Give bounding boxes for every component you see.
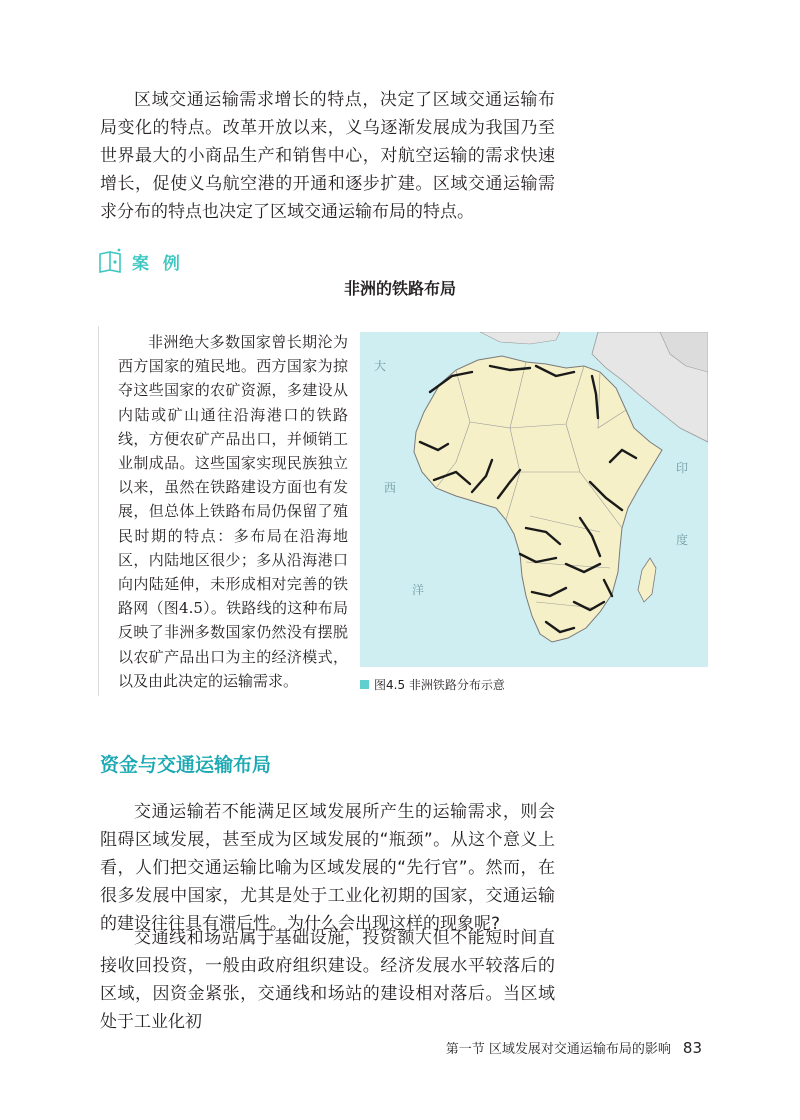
body-paragraph-1: 交通运输若不能满足区域发展所产生的运输需求，则会阻碍区域发展，甚至成为区域发展的“瓶颈”。从这个意义上看，人们把交通运输比喻为区域发展的“先行官”。然而，在很多发展中国家，尤其是处于工业化初期的国家，交通运输的建设往往具有滞后性。为什么会出现这样的现象呢? bbox=[100, 802, 555, 934]
map-svg bbox=[360, 332, 708, 667]
intro-paragraph: 区域交通运输需求增长的特点，决定了区域交通运输布局变化的特点。改革开放以来，义乌逐渐发展成为我国乃至世界最大的小商品生产和销售中心，对航空运输的需求快速增长，促使义乌航空港的开通和逐步扩建。区域交通运输需求分布的特点也决定了区域交通运输布局的特点。 bbox=[100, 90, 555, 222]
page-number: 83 bbox=[682, 1039, 702, 1057]
case-label: 案 例 bbox=[132, 253, 184, 274]
case-text: 非洲绝大多数国家曾长期沦为西方国家的殖民地。西方国家为掠夺这些国家的农矿资源，多建设从内陆或矿山通往沿海港口的铁路线，方便农矿产品出口，并倾销工业制成品。这些国家实现民族独立以来，虽然在铁路建设方面也有发展，但总体上铁路布局仍保留了殖民时期的特点：多布局在沿海地区，内陆地区很少；多从沿海港口向内陆延伸，未形成相对完善的铁路网（图4.5）。铁路线的这种布局反映了非洲多数国家仍然没有摆脱以农矿产品出口为主的经济模式，以及由此决定的运输需求。 bbox=[118, 333, 348, 690]
case-header bbox=[98, 248, 184, 274]
body-paragraph-2: 交通线和场站属于基础设施，投资额大但不能短时间直接收回投资，一般由政府组织建设。经济发展水平较落后的区域，因资金紧张，交通线和场站的建设相对落后。当区域处于工业化初 bbox=[100, 928, 555, 1032]
section-heading: 资金与交通运输布局 bbox=[100, 754, 272, 776]
ocean-label-atlantic-3: 洋 bbox=[412, 583, 425, 597]
case-title: 非洲的铁路布局 bbox=[343, 279, 456, 298]
footer-section: 第一节 区域发展对交通运输布局的影响 bbox=[445, 1042, 671, 1057]
figure-caption bbox=[360, 676, 505, 693]
caption-marker-icon bbox=[360, 680, 369, 689]
figure-caption-text: 图4.5 非洲铁路分布示意 bbox=[374, 678, 505, 692]
africa-land bbox=[414, 356, 662, 642]
book-icon bbox=[98, 248, 124, 274]
page-footer bbox=[446, 1038, 702, 1057]
europe-land bbox=[480, 332, 560, 344]
ocean-label-indian-2: 度 bbox=[676, 533, 689, 547]
ocean-label-indian-1: 印 bbox=[676, 461, 689, 475]
case-divider bbox=[98, 326, 99, 696]
madagascar-land bbox=[638, 558, 656, 602]
ocean-label-atlantic-1: 大 bbox=[374, 359, 387, 373]
ocean-label-atlantic-2: 西 bbox=[384, 481, 397, 495]
africa-railway-map bbox=[360, 332, 708, 667]
